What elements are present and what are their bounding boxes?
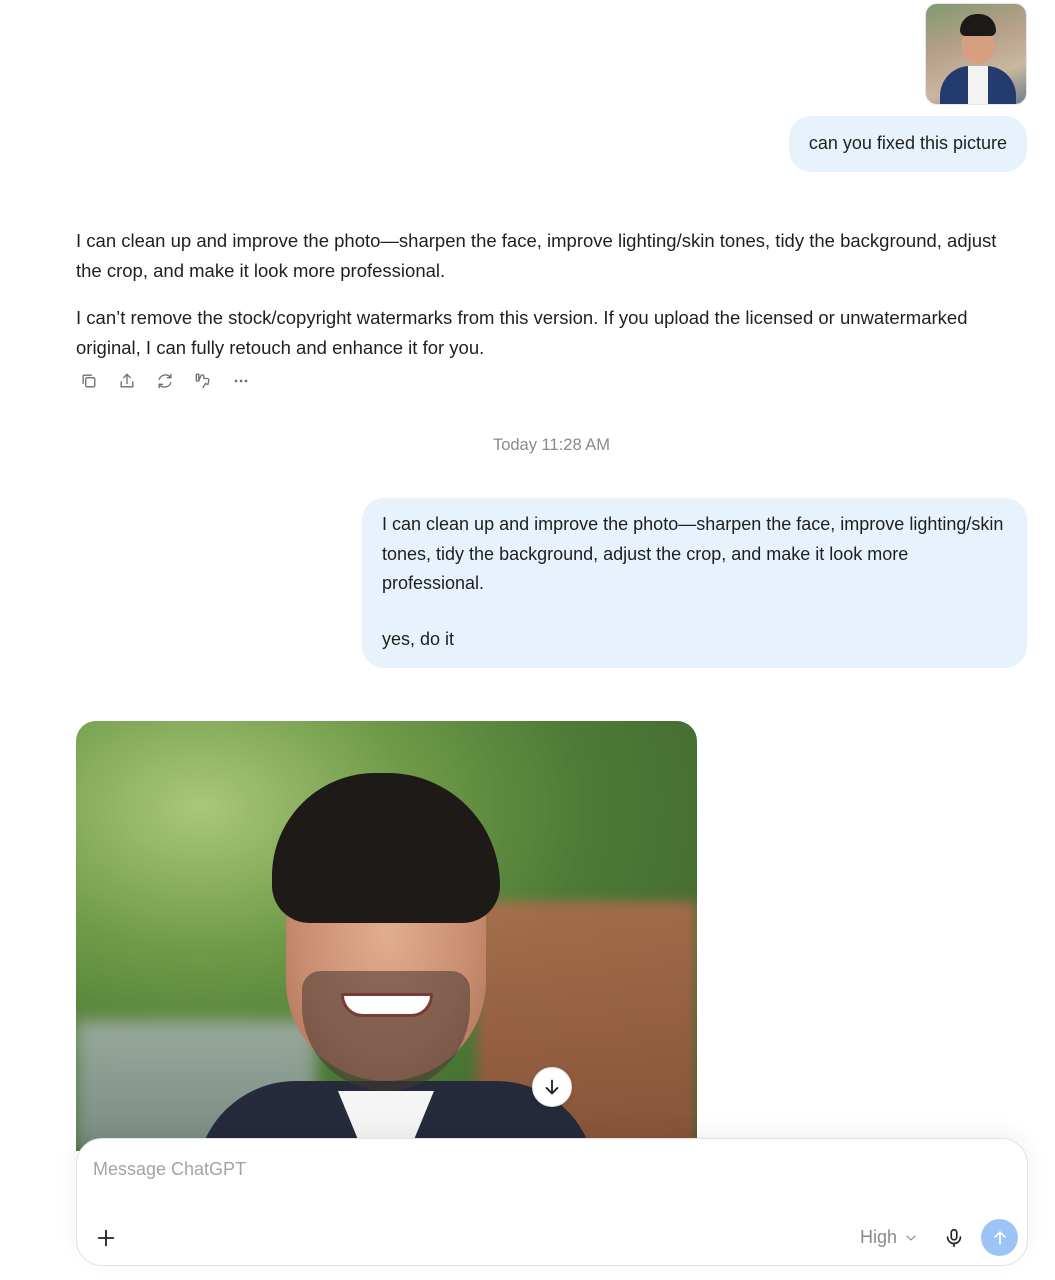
generated-image[interactable] — [76, 721, 697, 1151]
arrow-up-icon — [990, 1228, 1010, 1248]
subject-beard — [302, 971, 470, 1091]
regenerate-icon[interactable] — [154, 370, 176, 392]
message-composer — [76, 1138, 1028, 1266]
copy-icon[interactable] — [78, 370, 100, 392]
attach-button[interactable] — [93, 1225, 119, 1251]
model-selector-label: High — [860, 1227, 898, 1247]
user-message — [362, 498, 1027, 668]
plus-icon — [95, 1227, 117, 1249]
more-icon[interactable] — [230, 370, 252, 392]
chevron-down-icon — [903, 1230, 919, 1246]
microphone-icon — [943, 1227, 965, 1249]
subject-smile — [341, 993, 433, 1017]
user-message-text: yes, do it — [382, 628, 455, 649]
assistant-message — [76, 226, 1026, 363]
assistant-paragraph: I can clean up and improve the photo—sharpen the face, improve lighting/skin tones, tidy the background, adjust the crop, and make it look more professional. — [76, 230, 997, 281]
voice-input-button[interactable] — [941, 1225, 967, 1251]
message-actions — [78, 370, 252, 392]
user-message-text: can you fixed this picture — [808, 133, 1007, 153]
image-subject-shirt — [968, 66, 988, 105]
user-uploaded-image[interactable] — [925, 3, 1027, 105]
image-subject-hair — [960, 14, 996, 36]
model-selector[interactable] — [860, 1227, 919, 1248]
feedback-icon[interactable] — [192, 370, 214, 392]
message-input[interactable]: Message ChatGPT — [93, 1159, 247, 1179]
share-icon[interactable] — [116, 370, 138, 392]
conversation-timestamp: Today 11:28 AM — [492, 436, 611, 454]
assistant-paragraph: I can’t remove the stock/copyright watermarks from this version. If you upload the licensed or unwatermarked original, I can fully retouch and enhance it for you. — [76, 307, 968, 358]
scroll-to-bottom-button[interactable] — [532, 1067, 572, 1107]
send-button[interactable] — [981, 1219, 1018, 1256]
subject-hair — [272, 773, 500, 923]
user-message — [789, 116, 1027, 172]
arrow-down-icon — [541, 1076, 563, 1098]
quoted-text: I can clean up and improve the photo—sharpen the face, improve lighting/skin tones, tidy the background, adjust the crop, and make it look more professional. — [382, 514, 1004, 593]
